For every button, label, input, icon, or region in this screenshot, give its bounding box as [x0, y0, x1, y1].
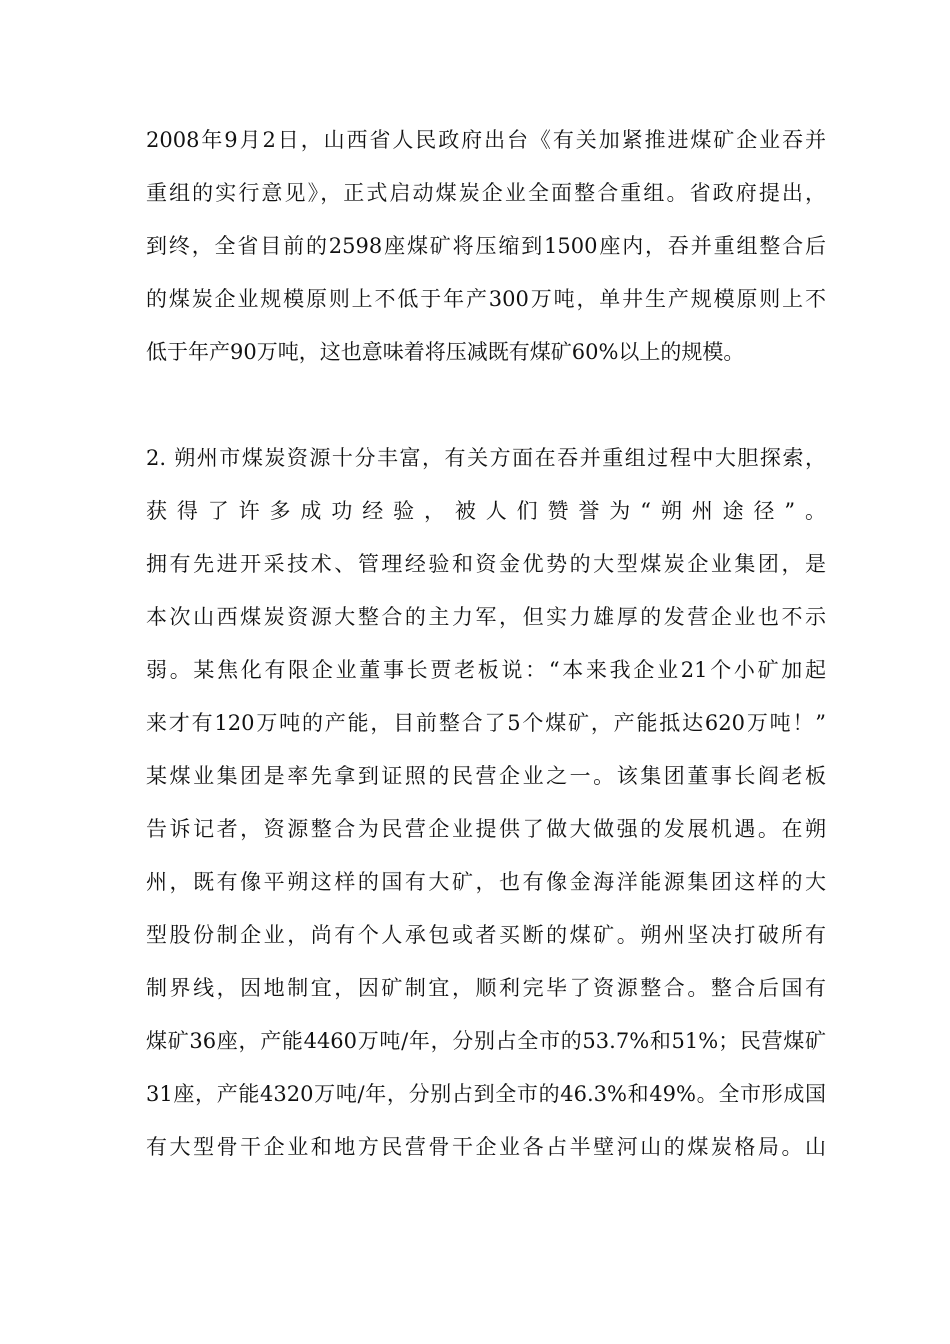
paragraph-2-line-14: 有大型骨干企业和地方民营骨干企业各占半壁河山的煤炭格局。山	[146, 1135, 826, 1159]
paragraph-2-line-10: 型股份制企业，尚有个人承包或者买断的煤矿。朔州坚决打破所有	[146, 923, 826, 947]
paragraph-2-line-3: 拥有先进开采技术、管理经验和资金优势的大型煤炭企业集团，是	[146, 552, 826, 576]
paragraph-2-line-12: 煤矿36座，产能4460万吨/年，分别占全市的53.7%和51%；民营煤矿	[146, 1029, 826, 1053]
paragraph-1-line-1: 2008年9月2日，山西省人民政府出台《有关加紧推进煤矿企业吞并	[146, 128, 826, 152]
paragraph-2-line-7: 某煤业集团是率先拿到证照的民营企业之一。该集团董事长阎老板	[146, 764, 826, 788]
paragraph-1-line-3: 到终，全省目前的2598座煤矿将压缩到1500座内，吞并重组整合后	[146, 234, 826, 258]
paragraph-1-line-4: 的煤炭企业规模原则上不低于年产300万吨，单井生产规模原则上不	[146, 287, 826, 311]
paragraph-2-line-4: 本次山西煤炭资源大整合的主力军，但实力雄厚的发营企业也不示	[146, 605, 826, 629]
paragraph-2-line-11: 制界线，因地制宜，因矿制宜，顺利完毕了资源整合。整合后国有	[146, 976, 826, 1000]
paragraph-2-line-6: 来才有120万吨的产能，目前整合了5个煤矿，产能抵达620万吨！”	[146, 711, 826, 735]
paragraph-2-line-8: 告诉记者，资源整合为民营企业提供了做大做强的发展机遇。在朔	[146, 817, 826, 841]
paragraph-2-line-2: 获得了许多成功经验，被人们赞誉为“朔州途径”。	[146, 499, 826, 523]
paragraph-1-line-5: 低于年产90万吨，这也意味着将压减既有煤矿60%以上的规模。	[146, 340, 745, 364]
paragraph-2-line-1: 2. 朔州市煤炭资源十分丰富，有关方面在吞并重组过程中大胆探索，	[146, 446, 826, 470]
paragraph-2-line-13: 31座，产能4320万吨/年，分别占到全市的46.3%和49%。全市形成国	[146, 1082, 826, 1106]
paragraph-1-line-2: 重组的实行意见》，正式启动煤炭企业全面整合重组。省政府提出，	[146, 181, 826, 205]
paragraph-2-line-9: 州，既有像平朔这样的国有大矿，也有像金海洋能源集团这样的大	[146, 870, 826, 894]
paragraph-2-line-5: 弱。某焦化有限企业董事长贾老板说：“本来我企业21个小矿加起	[146, 658, 826, 682]
